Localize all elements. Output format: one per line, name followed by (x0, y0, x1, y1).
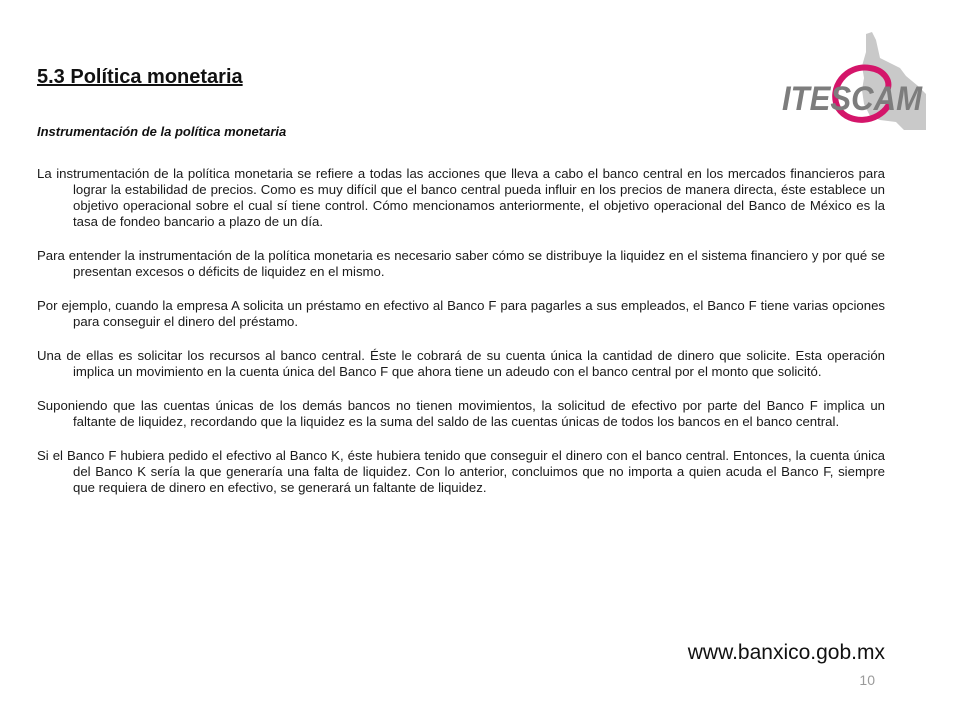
paragraph: Para entender la instrumentación de la política monetaria es necesario saber cómo se distribuye la liquidez en el sistema financiero y por qué se presentan excesos o déficits de liquidez en el mismo. (37, 248, 885, 279)
paragraph: Por ejemplo, cuando la empresa A solicita un préstamo en efectivo al Banco F para pagarles a sus empleados, el Banco F tiene varias opciones para conseguir el dinero del préstamo. (37, 298, 885, 329)
logo-text: ITESCAM (782, 80, 923, 118)
source-url: www.banxico.gob.mx (687, 641, 885, 664)
slide-title: 5.3 Política monetaria (37, 66, 243, 88)
slide-subtitle: Instrumentación de la política monetaria (37, 124, 287, 139)
page-number: 10 (859, 672, 875, 688)
itescam-logo (780, 30, 928, 135)
paragraph: Una de ellas es solicitar los recursos al banco central. Éste le cobrará de su cuenta única la cantidad de dinero que solicite. Esta operación implica un movimiento en la cuenta única del Banco F que ahora tiene un adeudo con el banco central por el monto que solicitó. (37, 348, 885, 379)
paragraph: Si el Banco F hubiera pedido el efectivo al Banco K, éste hubiera tenido que conseguir el dinero con el banco central. Entonces, la cuenta única del Banco K sería la que generaría una falta de liquidez. Con lo anterior, concluimos que no importa a quien acuda el Banco F, siempre que requiera de dinero en efectivo, se generará un faltante de liquidez. (37, 448, 885, 495)
slide-body (37, 166, 885, 514)
paragraph: Suponiendo que las cuentas únicas de los demás bancos no tienen movimientos, la solicitud de efectivo por parte del Banco F implica un faltante de liquidez, recordando que la liquidez es la suma del saldo de las cuentas únicas de todos los bancos en el banco central. (37, 398, 885, 429)
paragraph: La instrumentación de la política monetaria se refiere a todas las acciones que lleva a cabo el banco central en los mercados financieros para lograr la estabilidad de precios. Como es muy difícil que el banco central pueda influir en los precios de manera directa, éste establece un objetivo operacional sobre el cual sí tiene control. Cómo mencionamos anteriormente, el objetivo operacional del Banco de México es la tasa de fondeo bancario a plazo de un día. (37, 166, 885, 229)
